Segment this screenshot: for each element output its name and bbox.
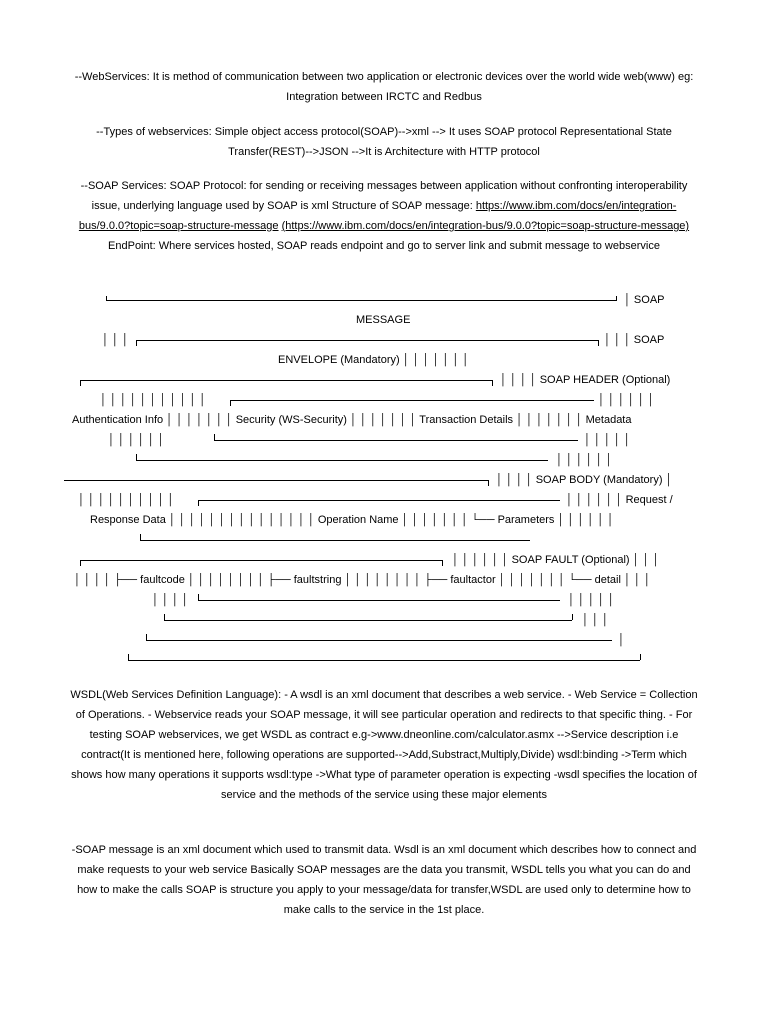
soap-header-label: │ │ │ │ SOAP HEADER (Optional) <box>500 374 671 386</box>
body-bars-left: │ │ │ │ │ │ │ │ │ │ <box>78 494 175 506</box>
fault-corner <box>442 560 443 566</box>
envelope-corner <box>598 340 599 346</box>
body-bottom-rule <box>146 640 612 641</box>
fault-bottom-rule <box>164 620 572 621</box>
message-bottom-corner <box>640 654 641 660</box>
soap-structure-link[interactable]: https://www.ibm.com/docs/en/integration-bus/9.0.0?topic=soap-structure-message <box>78 200 677 232</box>
message-bottom-rule <box>128 660 640 661</box>
fault-bottom-corner <box>164 614 165 620</box>
soap-structure-link-parenthesized[interactable]: (https://www.ibm.com/docs/en/integration-bus/9.0.0?topic=soap-structure-message) <box>281 220 690 232</box>
message-bottom-corner <box>128 654 129 660</box>
fault-top-rule <box>80 560 442 561</box>
header-close-bars-right: │ │ │ │ │ <box>584 434 631 446</box>
endpoint-text: EndPoint: Where services hosted, SOAP reads endpoint and go to server link and submit message to webservice <box>108 240 660 252</box>
soap-intro-text: --SOAP Services: SOAP Protocol: for sending or receiving messages between application without confronting interoperability issue, underlying language used by SOAP is xml Structure of SOAP message: <box>80 180 688 212</box>
header-bars-left: │ │ │ │ │ │ │ │ │ │ │ <box>100 394 207 406</box>
types-paragraph: --Types of webservices: Simple object access protocol(SOAP)-->xml --> It uses SOAP protocol Representational State Transfer(REST)-->JSON -->It is Architecture with HTTP protocol <box>96 126 672 158</box>
soap-services-paragraph <box>70 176 698 256</box>
soap-message-label: │ SOAP <box>624 294 665 306</box>
message-corner <box>106 296 107 301</box>
header-inner-corner <box>230 400 231 406</box>
fault-inner-corner <box>198 594 199 600</box>
header-corner <box>80 380 81 386</box>
body-bars-right: │ │ │ │ │ │ Request / <box>566 494 673 506</box>
header-inner-rule <box>230 400 594 401</box>
message-top-rule <box>106 300 616 301</box>
body-inner-bottom-corner <box>140 534 141 540</box>
fault-close-bars-left: │ │ │ │ <box>152 594 189 606</box>
soap-envelope-label-cont: ENVELOPE (Mandatory) │ │ │ │ │ │ │ <box>278 354 470 366</box>
header-bars-right: │ │ │ │ │ │ <box>598 394 655 406</box>
header-items: Authentication Info │ │ │ │ │ │ │ Security (WS-Security) │ │ │ │ │ │ │ Transaction Details │ │ │ │ │ │ │ Metadata <box>72 414 632 426</box>
header-close-bars: │ │ │ │ │ │ <box>556 454 613 466</box>
wsdl-paragraph: WSDL(Web Services Definition Language): - A wsdl is an xml document that describes a web service. - Web Service = Collection of Operations. - Webservice reads your SOAP message, it will see particular operation and redirects to that specific thing. - For testing SOAP webservices, we get WSDL as contract e.g->www.dneonline.com/calculator.asmx -->Service description i.e contract(It is mentioned here, following operations are supported-->Add,Substract,Multiply,Divide) wsdl:binding ->Term which shows how many operations it supports wsdl:type ->What type of parameter operation is expecting -wsdl specifies the location of service and the methods of the service using these major elements <box>70 689 698 801</box>
body-items: Response Data │ │ │ │ │ │ │ │ │ │ │ │ │ │ │ Operation Name │ │ │ │ │ │ │ └── Parameters │ │ │ │ │ │ <box>90 514 615 526</box>
message-corner <box>616 296 617 301</box>
header-inner-bottom-rule <box>214 440 578 441</box>
soap-envelope-label: │ │ │ SOAP <box>604 334 665 346</box>
body-corner <box>488 480 489 486</box>
soap-fault-label: │ │ │ │ │ │ SOAP FAULT (Optional) │ │ │ <box>452 554 660 566</box>
soap-message-label-cont: MESSAGE <box>356 314 411 326</box>
soap-body-label: │ │ │ │ SOAP BODY (Mandatory) │ <box>496 474 673 486</box>
fault-items: │ │ │ │ ├── faultcode │ │ │ │ │ │ │ │ ├── faultstring │ │ │ │ │ │ │ │ ├── faultactor │ │ │ │ │ │ │ └── detail │ │ │ <box>74 574 651 586</box>
fault-corner <box>80 560 81 566</box>
envelope-close-bar: │ <box>618 634 625 646</box>
body-inner-corner <box>198 500 199 506</box>
summary-paragraph: -SOAP message is an xml document which used to transmit data. Wsdl is an xml document which describes how to connect and make requests to your web service Basically SOAP messages are the data you transmit, WSDL tells you what you can do and how to make the calls SOAP is structure you apply to your message/data for transfer,WSDL are used only to determine how to make calls to the service in the 1st place. <box>71 844 697 916</box>
header-bottom-rule <box>136 460 548 461</box>
body-bottom-corner <box>146 634 147 640</box>
header-top-rule <box>80 380 492 381</box>
envelope-top-rule <box>136 340 598 341</box>
webservices-paragraph: --WebServices: It is method of communication between two application or electronic devices over the world wide web(www) eg: Integration between IRCTC and Redbus <box>74 71 694 103</box>
body-top-rule <box>64 480 488 481</box>
header-inner-corner <box>214 434 215 440</box>
header-close-bars-left: │ │ │ │ │ │ <box>108 434 165 446</box>
fault-bottom-corner <box>572 614 573 620</box>
envelope-bars: │ │ │ <box>102 334 129 346</box>
fault-inner-bottom-rule <box>198 600 560 601</box>
envelope-corner <box>136 340 137 346</box>
fault-close-bars-right: │ │ │ │ │ <box>568 594 615 606</box>
header-bottom-corner <box>136 454 137 460</box>
body-close-bars: │ │ │ <box>582 614 609 626</box>
body-inner-rule <box>198 500 560 501</box>
body-inner-bottom-rule <box>140 540 530 541</box>
header-corner <box>492 380 493 386</box>
